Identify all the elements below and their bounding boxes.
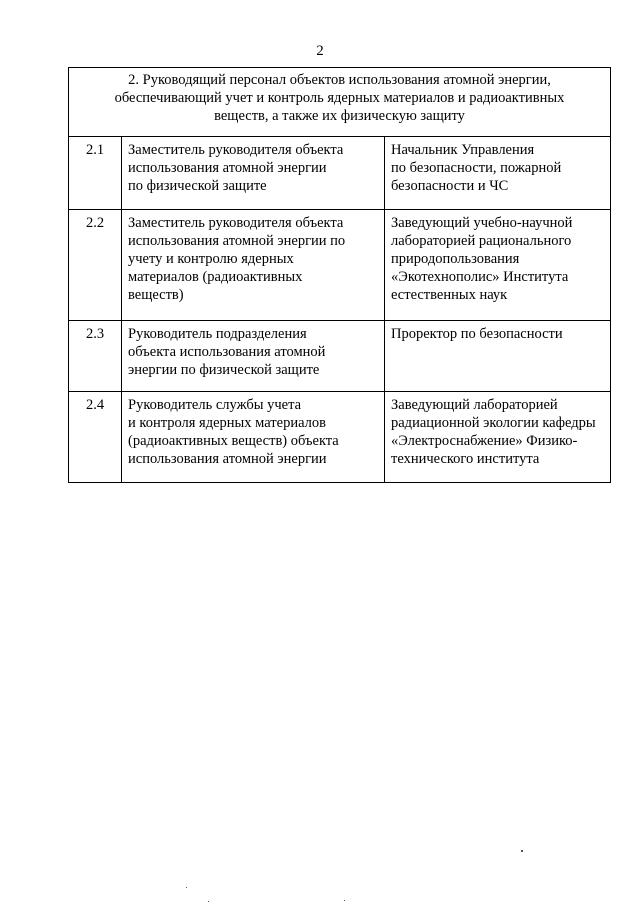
position-cell <box>122 392 385 483</box>
position-cell <box>122 137 385 210</box>
responsible-line: «Электроснабжение» Физико- <box>391 433 578 449</box>
responsible-line: Заведующий учебно-научной <box>391 215 573 231</box>
section-heading <box>69 68 611 137</box>
responsible-line: естественных наук <box>391 287 508 303</box>
responsible-line: радиационной экологии кафедры <box>391 415 596 431</box>
responsible-line: Начальник Управления <box>391 142 535 158</box>
section-heading-line: обеспечивающий учет и контроль ядерных материалов и радиоактивных <box>114 90 565 106</box>
table-row <box>69 392 611 483</box>
position-line: использования атомной энергии <box>128 160 327 176</box>
row-number: 2.2 <box>69 210 122 321</box>
position-line: материалов (радиоактивных <box>128 269 303 285</box>
responsible-line: природопользования <box>391 251 520 267</box>
position-line: использования атомной энергии по <box>128 233 346 249</box>
position-line: (радиоактивных веществ) объекта <box>128 433 339 449</box>
table-row <box>69 210 611 321</box>
position-line: Руководитель подразделения <box>128 326 307 342</box>
row-number: 2.4 <box>69 392 122 483</box>
position-line: веществ) <box>128 287 184 303</box>
positions-table <box>68 67 611 483</box>
position-line: Заместитель руководителя объекта <box>128 142 344 158</box>
table-row <box>69 137 611 210</box>
scan-speck <box>344 900 345 901</box>
responsible-line: безопасности и ЧС <box>391 178 509 194</box>
position-line: Заместитель руководителя объекта <box>128 215 344 231</box>
position-line: Руководитель службы учета <box>128 397 302 413</box>
position-line: и контроля ядерных материалов <box>128 415 326 431</box>
scan-speck <box>208 901 209 902</box>
position-cell <box>122 210 385 321</box>
position-line: учету и контролю ядерных <box>128 251 294 267</box>
section-heading-line: веществ, а также их физическую защиту <box>214 108 465 124</box>
responsible-cell <box>385 392 611 483</box>
responsible-line: Проректор по безопасности <box>391 326 563 342</box>
position-line: по физической защите <box>128 178 267 194</box>
responsible-line: Заведующий лабораторией <box>391 397 558 413</box>
responsible-line: по безопасности, пожарной <box>391 160 562 176</box>
page-number: 2 <box>316 43 324 59</box>
section-heading-line: 2. Руководящий персонал объектов использования атомной энергии, <box>128 72 551 88</box>
scan-speck <box>186 887 187 888</box>
position-line: объекта использования атомной <box>128 344 326 360</box>
position-cell <box>122 321 385 392</box>
position-line: использования атомной энергии <box>128 451 327 467</box>
responsible-cell <box>385 137 611 210</box>
responsible-line: лабораторией рационального <box>391 233 572 249</box>
responsible-cell <box>385 321 611 392</box>
position-line: энергии по физической защите <box>128 362 320 378</box>
responsible-line: «Экотехнополис» Института <box>391 269 569 285</box>
responsible-cell <box>385 210 611 321</box>
scan-speck <box>521 850 523 852</box>
section-heading-row <box>69 68 611 137</box>
row-number: 2.3 <box>69 321 122 392</box>
table-row <box>69 321 611 392</box>
responsible-line: технического института <box>391 451 540 467</box>
row-number: 2.1 <box>69 137 122 210</box>
